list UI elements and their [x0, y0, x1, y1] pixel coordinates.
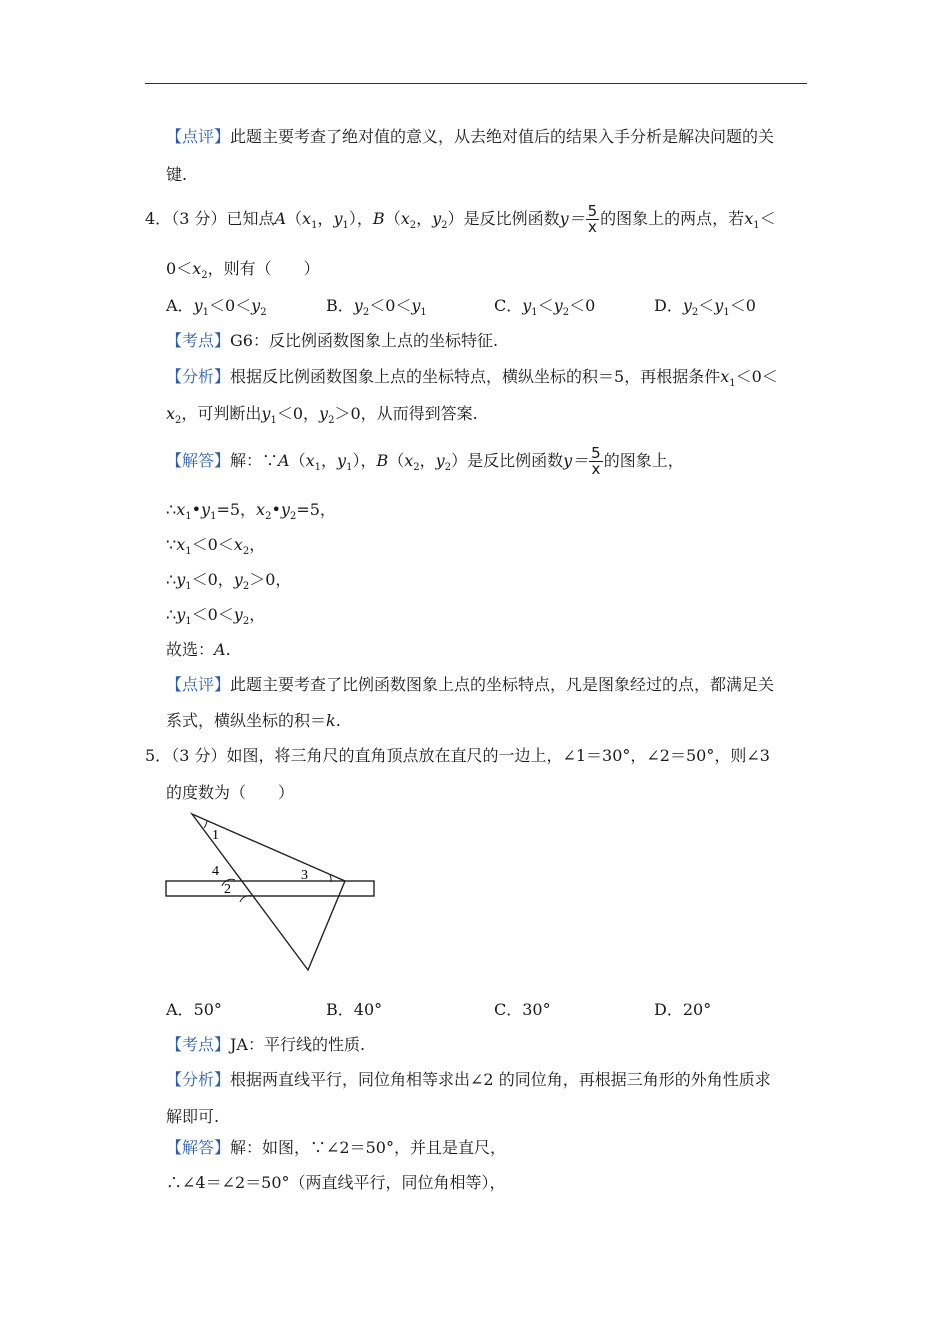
- q4-option-d: D．$y_2<y_1<0$: [654, 296, 756, 319]
- q4-stem-line-2: $0<x_2$，则有（ ）: [166, 259, 320, 282]
- q5-stem-line-1: 5．（3 分）如图，将三角尺的直角顶点放在直尺的一边上，∠1＝30°，∠2＝50°，则∠3: [145, 746, 770, 765]
- q4-dianping-line-1: 【点评】此题主要考查了比例函数图象上点的坐标特点，凡是图象经过的点，都满足关: [166, 675, 775, 694]
- q4-choose: 故选：A.: [166, 640, 231, 659]
- q4-fenxi-line-2: $x_2$，可判断出$y_1<0$，$y_2>0$，从而得到答案.: [166, 404, 478, 427]
- q4-stem-line-1: 4．（3 分）已知点$A(x_1$，$y_1$），$B(x_2$，$y_2$）是反比例函数y＝ $\frac{5}{x}$ 的图象上的两点，若$x_1<$: [145, 202, 776, 236]
- ruler: [166, 881, 374, 896]
- label-1: 1: [212, 828, 219, 843]
- q5-jieda-line-1: 【解答】解：如图，∵∠2＝50°，并且是直尺，: [166, 1138, 506, 1157]
- label-2: 2: [224, 882, 231, 897]
- angle-1-arc: [204, 821, 207, 828]
- label-4: 4: [212, 864, 219, 879]
- fraction-5-over-x: $\frac{5}{x}$: [587, 202, 598, 236]
- q4-step-2: $\because x_1<0<x_2$，: [166, 535, 266, 558]
- q4-option-b: B．$y_2<0<y_1$: [326, 296, 427, 319]
- q5-jieda-line-2: ∴∠4＝∠2＝50°（两直线平行，同位角相等），: [166, 1173, 506, 1192]
- q4-step-4: $\therefore y_1<0<y_2$，: [166, 605, 266, 628]
- triangle-ruler-figure: [160, 808, 380, 978]
- q4-step-3: $\therefore y_1<0$，$y_2>0$，: [166, 570, 292, 593]
- q4-fenxi-line-1: 【分析】根据反比例函数图象上点的坐标特点，横纵坐标的积＝5，再根据条件$x_1<0<$: [166, 367, 778, 390]
- fraction-5-over-x-2: $\frac{5}{x}$: [591, 444, 601, 478]
- q4-step-1: $\therefore x_1•y_1=5$，$x_2•y_2=5$，: [166, 500, 336, 523]
- comment-line-1: 【点评】此题主要考查了绝对值的意义，从去绝对值后的结果入手分析是解决问题的关: [166, 127, 775, 146]
- comment-line-2: 键.: [166, 165, 188, 184]
- header-rule: [145, 83, 807, 84]
- q5-fenxi-line-1: 【分析】根据两直线平行，同位角相等求出∠2 的同位角，再根据三角形的外角性质求: [166, 1070, 771, 1089]
- q5-kaodian: 【考点】JA：平行线的性质.: [166, 1035, 366, 1054]
- q5-stem-line-2: 的度数为（ ）: [166, 783, 295, 802]
- q5-option-c: C．30°: [494, 1000, 551, 1019]
- q5-option-d: D．20°: [654, 1000, 712, 1019]
- label-3: 3: [301, 868, 308, 883]
- q4-option-c: C．$y_1<y_2<0$: [494, 296, 596, 319]
- q4-dianping-line-2: 系式，横纵坐标的积＝k.: [166, 711, 341, 730]
- q4-jieda-line-1: 【解答】解：$\because A(x_1$，$y_1$），$B(x_2$，$y_2$）是反比例函数y＝ $\frac{5}{x}$ 的图象上，: [166, 444, 684, 478]
- q5-fenxi-line-2: 解即可.: [166, 1107, 220, 1126]
- q5-option-b: B．40°: [326, 1000, 383, 1019]
- q5-option-a: A．50°: [166, 1000, 222, 1019]
- q4-kaodian: 【考点】G6：反比例函数图象上点的坐标特征.: [166, 331, 499, 350]
- q4-option-a: A．$y_1<0<y_2$: [166, 296, 267, 319]
